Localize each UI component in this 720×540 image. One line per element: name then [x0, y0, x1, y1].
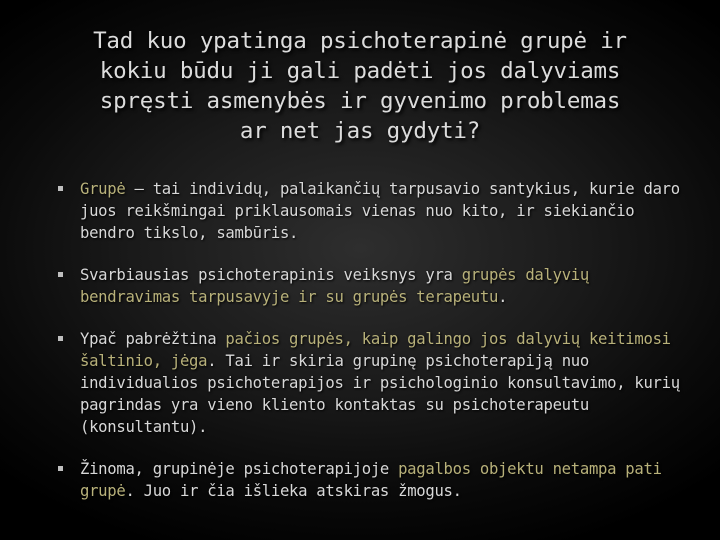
bullet-text: . Tai ir skiria grupinę psichoterapiją nuo individualios psichoterapijos ir psichologinio konsultavimo, kurių pagrindas yra vieno kliento kontaktas su psichoterapeutu (konsultantu). — [80, 352, 680, 436]
square-bullet-icon — [58, 336, 63, 341]
bullet-text: . Juo ir čia išlieka atskiras žmogus. — [125, 482, 462, 500]
square-bullet-icon — [58, 272, 63, 277]
bullet-item — [58, 178, 682, 244]
highlighted-text: pačios grupės, kaip galingo jos dalyvių keitimosi šaltinio, jėga — [80, 330, 671, 370]
bullet-text: . — [498, 288, 508, 306]
slide-title: Tad kuo ypatinga psichoterapinė grupė ir kokiu būdu ji gali padėti jos dalyviams spręsti asmenybės ir gyvenimo problemas ar net jas gydyti? — [93, 28, 627, 144]
bullet-text: Žinoma, grupinėje psichoterapijoje — [80, 460, 399, 478]
bullet-item — [58, 264, 682, 308]
square-bullet-icon — [58, 186, 63, 191]
highlighted-text: pagalbos objektu netampa pati grupė — [80, 460, 662, 500]
bullet-text: Ypač pabrėžtina — [80, 330, 226, 348]
bullet-item — [58, 328, 682, 438]
bullet-text: Svarbiausias psichoterapinis veiksnys yra — [80, 266, 462, 284]
square-bullet-icon — [58, 466, 63, 471]
highlighted-text: Grupė — [80, 180, 126, 198]
bullet-list — [58, 178, 682, 502]
highlighted-text: grupės dalyvių bendravimas tarpusavyje ir su grupės terapeutu — [80, 266, 589, 306]
bullet-item — [58, 458, 682, 502]
bullet-text: – tai individų, palaikančių tarpusavio santykius, kurie daro juos reikšmingai priklausomais vienas nuo kito, ir siekiančio bendro tikslo, sambūris. — [80, 180, 680, 242]
